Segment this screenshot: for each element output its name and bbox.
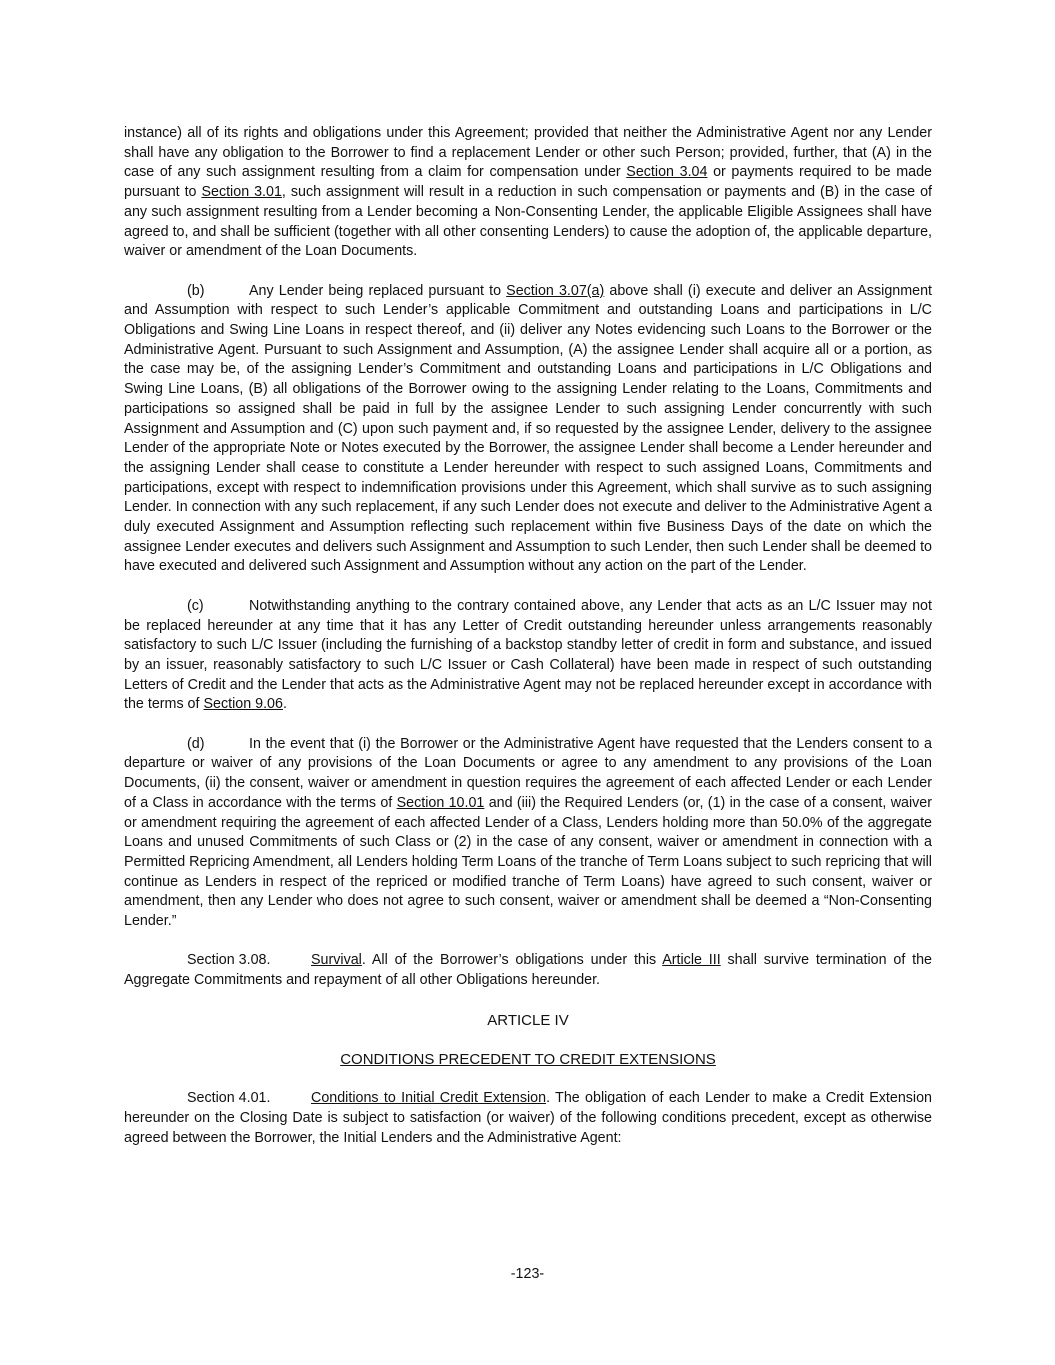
cross-reference: Section 10.01 <box>396 794 485 811</box>
section-3-08: Section 3.08. Survival. All of the Borrower’s obligations under this Article III shall survive termination of the Aggregate Commitments and repayment of all other Obligations hereunder. <box>124 952 932 989</box>
section-number: Section 4.01. <box>187 1090 271 1107</box>
article-subtitle: CONDITIONS PRECEDENT TO CREDIT EXTENSIONS <box>340 1050 716 1068</box>
paragraph-c: (c) Notwithstanding anything to the contrary contained above, any Lender that acts as an L/C Issuer may not be replaced hereunder at any time that it has any Letter of Credit outstanding hereunder unless arrangements reasonably satisfactory to such L/C Issuer (including the furnishing of a backstop standby letter of credit in form and substance, and issued by an issuer, reasonably satisfactory to such L/C Issuer or Cash Collateral) have been made in respect of such outstanding Letters of Credit and the Lender that acts as the Administrative Agent may not be replaced hereunder except in accordance with the terms of Section 9.06. <box>124 597 932 713</box>
section-heading: Conditions to Initial Credit Extension <box>311 1090 547 1107</box>
section-4-01: Section 4.01. Conditions to Initial Credit Extension. The obligation of each Lender to make a Credit Extension hereunder on the Closing Date is subject to satisfaction (or waiver) of the following conditions precedent, except as otherwise agreed between the Borrower, the Initial Lenders and the Administrative Agent: <box>124 1090 933 1146</box>
cross-reference: Article III <box>662 952 721 969</box>
clause-label: (b) <box>187 282 205 299</box>
cross-reference: Section 3.01 <box>201 184 282 201</box>
cross-reference: Section 3.07(a) <box>506 282 605 299</box>
paragraph-d: (d) In the event that (i) the Borrower or the Administrative Agent have requested that the Lenders consent to a departure or waiver of any provisions of the Loan Documents or agree to any amendment to any provisions of the Loan Documents, (ii) the consent, waiver or amendment in question requires the agreement of each affected Lender or each Lender of a Class in accordance with the terms of Section 10.01 and (iii) the Required Lenders (or, (1) in the case of a consent, waiver or amendment requiring the agreement of each affected Lender of a Class, Lenders holding more than 50.0% of the aggregate Loans and unused Commitments of such Class or (2) in the case of any consent, waiver or amendment in connection with a Permitted Repricing Amendment, all Lenders holding Term Loans of the tranche of Term Loans subject to such repricing that will continue as Lenders in respect of the repriced or modified tranche of Term Loans) have agreed to such consent, waiver or amendment, then any Lender who does not agree to such consent, waiver or amendment shall be deemed a “Non-Consenting Lender.” <box>124 735 933 930</box>
article-title: ARTICLE IV <box>487 1011 569 1029</box>
page-number: -123- <box>510 1266 545 1282</box>
cross-reference: Section 9.06 <box>203 696 283 713</box>
document-page <box>124 124 932 1168</box>
section-number: Section 3.08. <box>187 952 271 969</box>
section-heading: Survival <box>311 952 362 969</box>
cross-reference: Section 3.04 <box>626 164 708 181</box>
clause-label: (d) <box>187 735 205 752</box>
paragraph-b: (b) Any Lender being replaced pursuant to Section 3.07(a) above shall (i) execute and deliver an Assignment and Assumption with respect to such Lender’s applicable Commitment and outstanding Loans and participations in L/C Obligations and Swing Line Loans in respect thereof, and (ii) deliver any Notes evidencing such Loans to the Borrower or the Administrative Agent. Pursuant to such Assignment and Assumption, (A) the assignee Lender shall acquire all or a portion, as the case may be, of the assigning Lender’s Commitment and outstanding Loans and participations in L/C Obligations and Swing Line Loans, (B) all obligations of the Borrower owing to the assigning Lender relating to the Loans, Commitments and participations so assigned shall be paid in full by the assignee Lender to such assigning Lender concurrently with such Assignment and Assumption and (C) upon such payment and, if so requested by the assignee Lender, delivery to the assignee Lender of the appropriate Note or Notes executed by the Borrower, the assignee Lender shall become a Lender hereunder and the assigning Lender shall cease to constitute a Lender hereunder with respect to such assigned Loans, Commitments and participations, except with respect to indemnification provisions under this Agreement, which shall survive as to such assigning Lender. In connection with any such replacement, if any such Lender does not execute and deliver to the Administrative Agent a duly executed Assignment and Assumption reflecting such replacement within five Business Days of the date on which the assignee Lender executes and delivers such Assignment and Assumption to such Lender, then such Lender shall be deemed to have executed and delivered such Assignment and Assumption without any action on the part of the Lender. <box>124 282 933 575</box>
paragraph-continued: instance) all of its rights and obligations under this Agreement; provided that neither the Administrative Agent nor any Lender shall have any obligation to the Borrower to find a replacement Lender or other such Person; provided, further, that (A) in the case of any such assignment resulting from a claim for compensation under Section 3.04 or payments required to be made pursuant to Section 3.01, such assignment will result in a reduction in such compensation or payments and (B) in the case of any such assignment resulting from a Lender becoming a Non-Consenting Lender, the applicable Eligible Assignees shall have agreed to, and shall be sufficient (together with all other consenting Lenders) to cause the adoption of, the applicable departure, waiver or amendment of the Loan Documents. <box>124 125 932 260</box>
clause-label: (c) <box>187 597 204 614</box>
